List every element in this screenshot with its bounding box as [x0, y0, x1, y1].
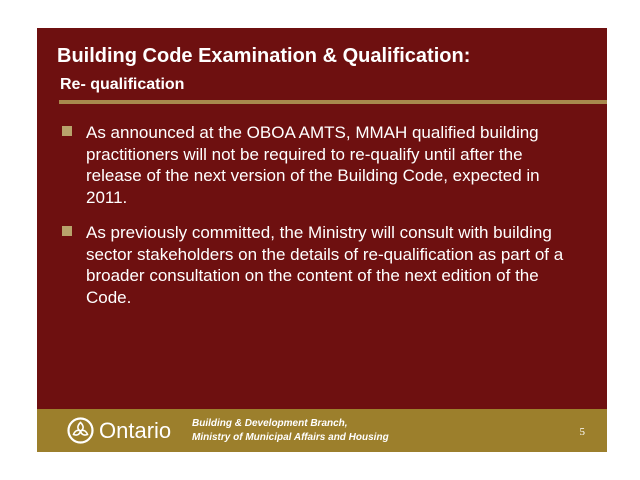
slide-title: Building Code Examination & Qualification:: [57, 45, 471, 67]
square-bullet-icon: [62, 126, 72, 136]
title-divider: [59, 100, 607, 104]
bullet-item: [62, 122, 582, 208]
ontario-trillium-icon: [67, 417, 94, 444]
bullet-text: As announced at the OBOA AMTS, MMAH qualified building practitioners will not be required to re-qualify until after the release of the next version of the Building Code, expected in 2011.: [86, 123, 540, 207]
page-number: 5: [579, 426, 585, 438]
branch-line-1: Building & Development Branch,: [192, 418, 348, 429]
bullet-item: [62, 222, 582, 308]
bullet-text: As previously committed, the Ministry will consult with building sector stakeholders on the details of re-qualification as part of a broader consultation on the content of the next edition of the Code.: [86, 223, 564, 307]
bullet-list: [62, 122, 582, 322]
ontario-logo: [67, 417, 172, 444]
slide-subtitle: Re- qualification: [60, 76, 185, 93]
ontario-wordmark: Ontario: [99, 418, 172, 443]
branch-line-2: Ministry of Municipal Affairs and Housing: [192, 432, 389, 443]
slide: [37, 28, 607, 452]
slide-footer: [37, 409, 607, 452]
branch-credit: [192, 417, 389, 445]
square-bullet-icon: [62, 226, 72, 236]
